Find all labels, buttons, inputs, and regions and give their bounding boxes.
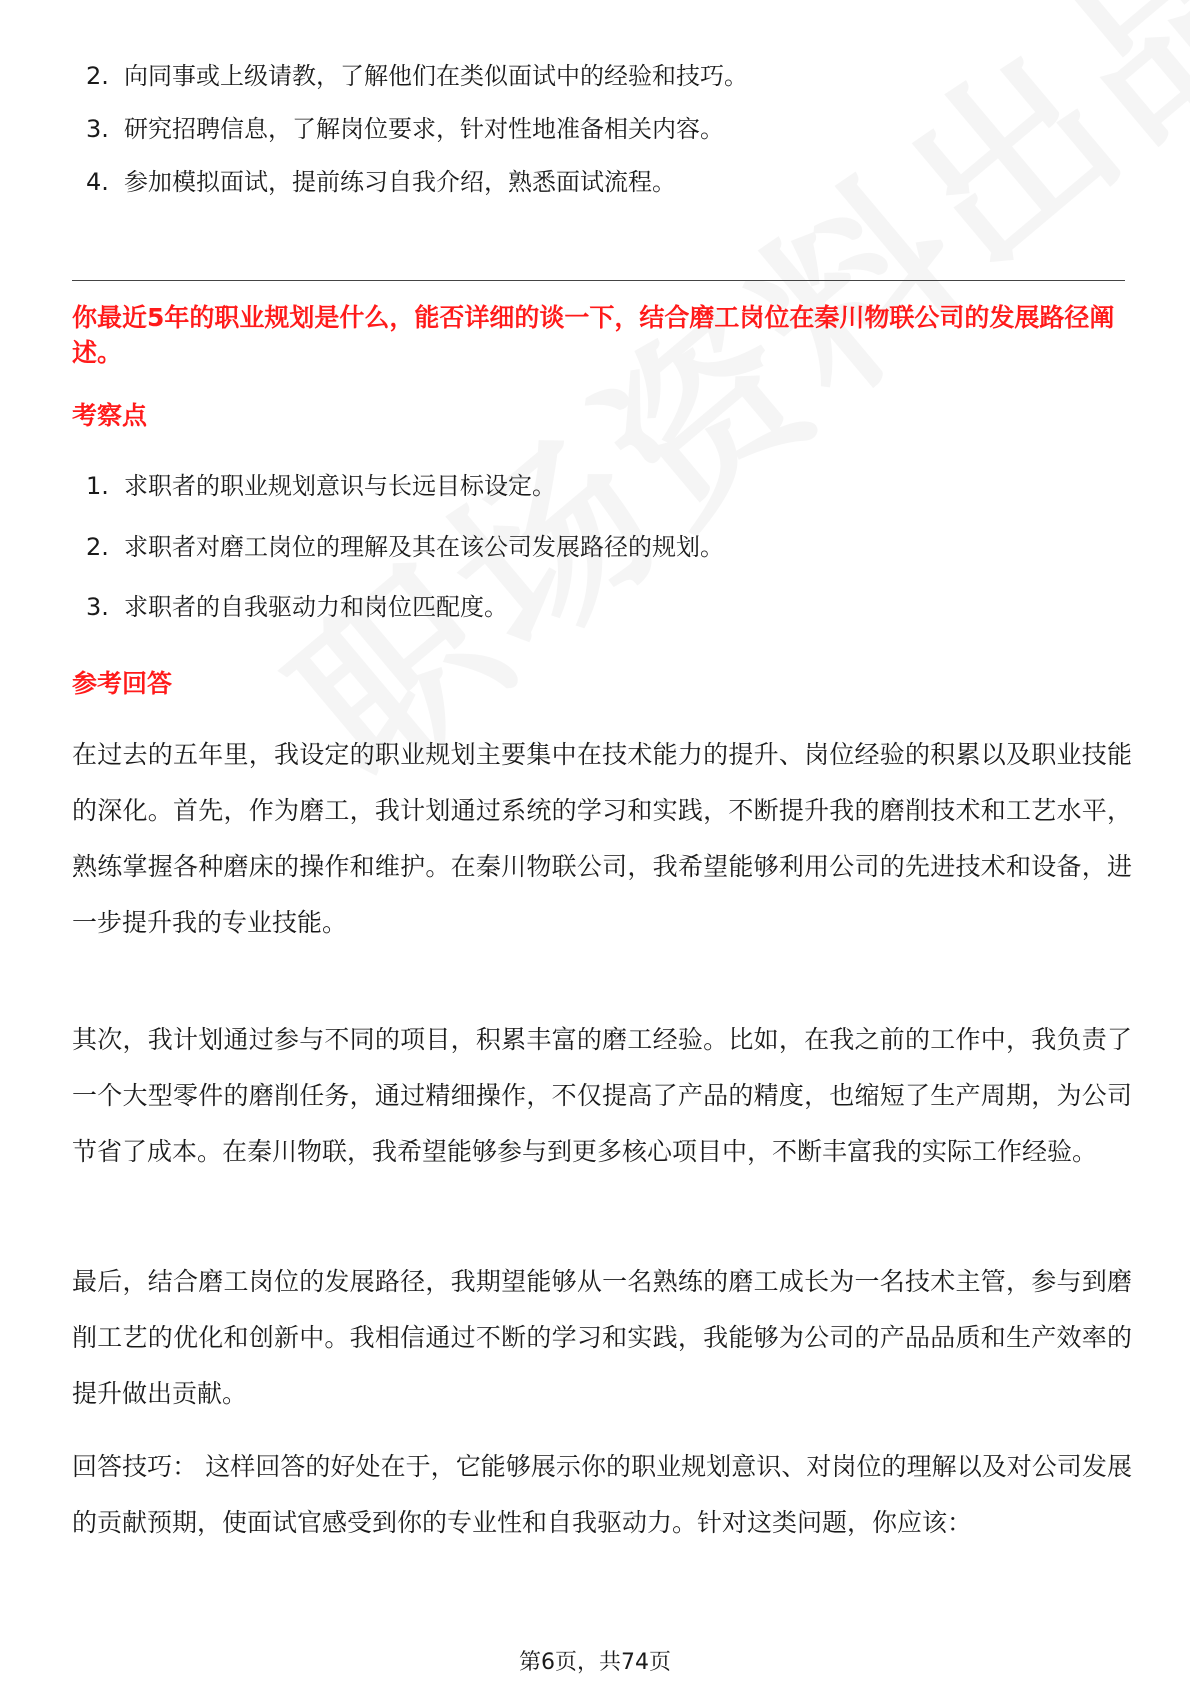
tips-paragraph: 回答技巧： 这样回答的好处在于，它能够展示你的职业规划意识、对岗位的理解以及对公司发展的贡献预期，使面试官感受到你的专业性和自我驱动力。针对这类问题，你应该： <box>72 1452 1132 1537</box>
list-number: 2. <box>86 62 109 90</box>
answer-paragraph: 最后，结合磨工岗位的发展路径，我期望能够从一名熟练的磨工成长为一名技术主管，参与到磨削工艺的优化和创新中。我相信通过不断的学习和实践，我能够为公司的产品品质和生产效率的提升做出贡献。 <box>72 1267 1132 1408</box>
answer-paragraph: 在过去的五年里，我设定的职业规划主要集中在技术能力的提升、岗位经验的积累以及职业技能的深化。首先，作为磨工，我计划通过系统的学习和实践，不断提升我的磨削技术和工艺水平，熟练掌握各种磨床的操作和维护。在秦川物联公司，我希望能够利用公司的先进技术和设备，进一步提升我的专业技能。 <box>72 740 1132 937</box>
list-text: 向同事或上级请教，了解他们在类似面试中的经验和技巧。 <box>124 62 748 90</box>
list-text: 求职者的职业规划意识与长远目标设定。 <box>124 472 556 500</box>
list-number: 1. <box>86 472 109 500</box>
page-number: 第6页，共74页 <box>519 1650 671 1675</box>
list-text: 参加模拟面试，提前练习自我介绍，熟悉面试流程。 <box>124 168 676 196</box>
list-item <box>86 470 556 502</box>
answer-heading: 参考回答 <box>72 669 173 698</box>
list-text: 求职者的自我驱动力和岗位匹配度。 <box>124 593 508 621</box>
list-item <box>86 591 508 623</box>
list-item <box>86 60 748 92</box>
divider <box>72 280 1125 281</box>
list-item <box>86 113 724 145</box>
list-item <box>86 531 724 563</box>
list-item <box>86 166 676 198</box>
list-text: 求职者对磨工岗位的理解及其在该公司发展路径的规划。 <box>124 533 724 561</box>
focus-heading: 考察点 <box>72 401 148 430</box>
question-heading: 你最近5年的职业规划是什么，能否详细的谈一下，结合磨工岗位在秦川物联公司的发展路径阐述。 <box>72 303 1115 367</box>
list-number: 3. <box>86 115 109 143</box>
list-number: 2. <box>86 533 109 561</box>
answer-paragraph: 其次，我计划通过参与不同的项目，积累丰富的磨工经验。比如，在我之前的工作中，我负责了一个大型零件的磨削任务，通过精细操作，不仅提高了产品的精度，也缩短了生产周期，为公司节省了成本。在秦川物联，我希望能够参与到更多核心项目中，不断丰富我的实际工作经验。 <box>72 1025 1132 1166</box>
list-number: 4. <box>86 168 109 196</box>
list-number: 3. <box>86 593 109 621</box>
list-text: 研究招聘信息，了解岗位要求，针对性地准备相关内容。 <box>124 115 724 143</box>
